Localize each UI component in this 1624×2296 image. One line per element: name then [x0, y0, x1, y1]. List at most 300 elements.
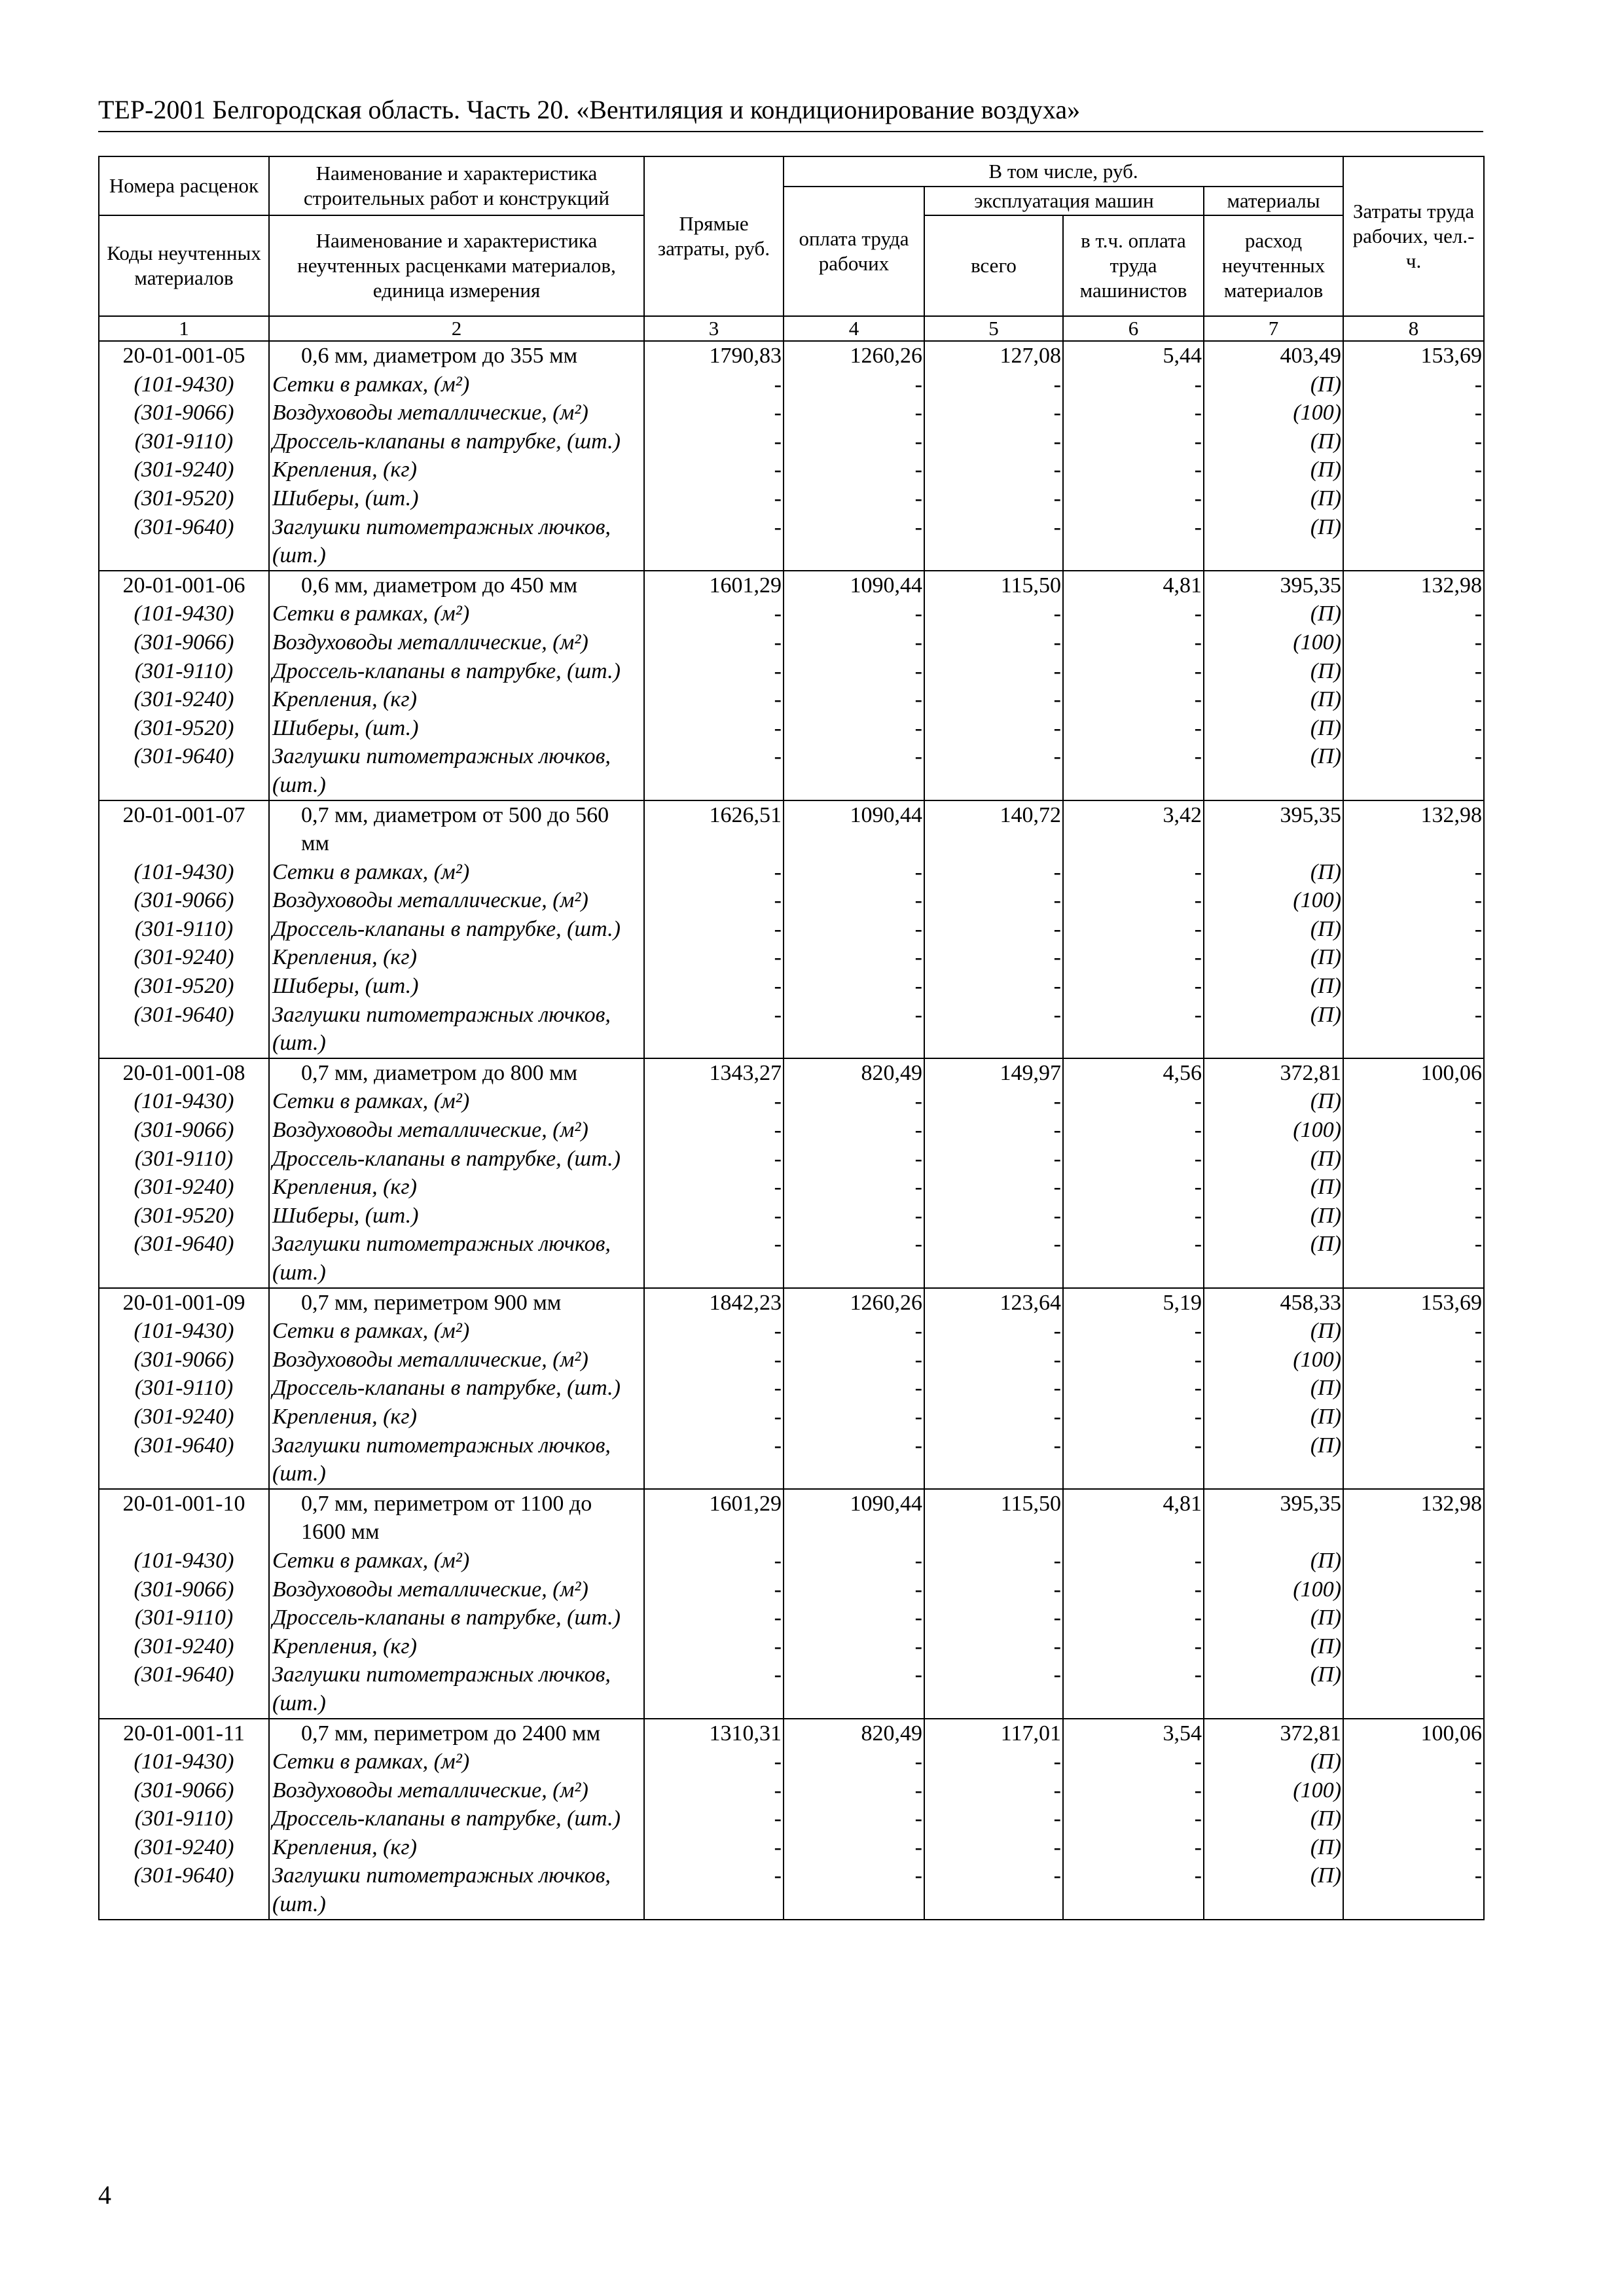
empty-dash: - — [784, 1748, 924, 1776]
material-row — [99, 1604, 1484, 1632]
empty-dash: - — [924, 685, 1063, 714]
rate-name: 0,7 мм, диаметром от 500 до 560 мм — [269, 800, 644, 858]
empty-dash: - — [1063, 858, 1204, 887]
empty-dash: - — [784, 399, 924, 427]
empty-dash: - — [1343, 915, 1484, 944]
material-name: Заглушки питометражных лючков, (шт.) — [269, 1861, 644, 1919]
material-name: Воздуховоды металлические, (м²) — [269, 1116, 644, 1145]
material-name: Дроссель-клапаны в патрубке, (шт.) — [269, 427, 644, 456]
rate-code: 20-01-001-09 — [99, 1288, 269, 1318]
material-code: (101-9430) — [99, 1547, 269, 1575]
empty-dash: - — [1343, 943, 1484, 972]
empty-dash: - — [1343, 600, 1484, 628]
column-number: 2 — [269, 316, 644, 341]
rate-row — [99, 571, 1484, 600]
empty-dash: - — [1343, 1403, 1484, 1431]
empty-dash: - — [644, 600, 784, 628]
material-code: (301-9066) — [99, 399, 269, 427]
empty-dash: - — [784, 1632, 924, 1661]
material-quantity: (П) — [1204, 742, 1343, 800]
material-row — [99, 513, 1484, 571]
empty-dash: - — [1063, 1660, 1204, 1718]
empty-dash: - — [924, 1001, 1063, 1058]
material-quantity: (П) — [1204, 370, 1343, 399]
empty-dash: - — [1063, 427, 1204, 456]
empty-dash: - — [1343, 1116, 1484, 1145]
material-quantity: (П) — [1204, 1861, 1343, 1919]
empty-dash: - — [644, 1748, 784, 1776]
material-code: (301-9640) — [99, 1001, 269, 1058]
rate-name: 0,7 мм, диаметром до 800 мм — [269, 1058, 644, 1088]
empty-dash: - — [1063, 1403, 1204, 1431]
direct-costs-value: 1310,31 — [644, 1719, 784, 1748]
empty-dash: - — [644, 685, 784, 714]
empty-dash: - — [1343, 858, 1484, 887]
rate-code: 20-01-001-11 — [99, 1719, 269, 1748]
empty-dash: - — [784, 943, 924, 972]
empty-dash: - — [644, 858, 784, 887]
material-quantity: (П) — [1204, 915, 1343, 944]
empty-dash: - — [924, 972, 1063, 1001]
empty-dash: - — [784, 1776, 924, 1805]
empty-dash: - — [644, 1431, 784, 1489]
empty-dash: - — [924, 1317, 1063, 1346]
worker-pay-value: 1260,26 — [784, 1288, 924, 1318]
empty-dash: - — [1343, 1861, 1484, 1919]
empty-dash: - — [1063, 484, 1204, 513]
empty-dash: - — [924, 484, 1063, 513]
empty-dash: - — [1063, 1202, 1204, 1230]
material-quantity: (П) — [1204, 858, 1343, 887]
material-row — [99, 1403, 1484, 1431]
material-name: Шиберы, (шт.) — [269, 972, 644, 1001]
machines-total-value: 123,64 — [924, 1288, 1063, 1318]
page-number: 4 — [98, 2180, 111, 2210]
material-code: (301-9066) — [99, 1776, 269, 1805]
material-code: (101-9430) — [99, 1087, 269, 1116]
rate-row — [99, 1058, 1484, 1088]
labor-costs-value: 100,06 — [1343, 1058, 1484, 1088]
empty-dash: - — [784, 1547, 924, 1575]
header-machinist-pay: в т.ч. оплата труда машинистов — [1063, 215, 1204, 316]
material-row — [99, 1660, 1484, 1718]
empty-dash: - — [1343, 1431, 1484, 1489]
direct-costs-value: 1626,51 — [644, 800, 784, 858]
material-code: (301-9240) — [99, 943, 269, 972]
empty-dash: - — [1063, 1346, 1204, 1374]
material-name: Шиберы, (шт.) — [269, 484, 644, 513]
rate-name: 0,6 мм, диаметром до 450 мм — [269, 571, 644, 600]
column-number: 1 — [99, 316, 269, 341]
material-row — [99, 628, 1484, 657]
empty-dash: - — [1343, 1145, 1484, 1174]
material-code: (301-9640) — [99, 1861, 269, 1919]
empty-dash: - — [924, 1632, 1063, 1661]
rates-table-body — [99, 341, 1484, 1920]
empty-dash: - — [644, 1317, 784, 1346]
empty-dash: - — [784, 628, 924, 657]
empty-dash: - — [924, 1833, 1063, 1862]
material-quantity: (П) — [1204, 1632, 1343, 1661]
empty-dash: - — [784, 484, 924, 513]
empty-dash: - — [784, 370, 924, 399]
empty-dash: - — [1063, 657, 1204, 686]
material-code: (301-9520) — [99, 714, 269, 743]
material-name: Сетки в рамках, (м²) — [269, 1087, 644, 1116]
material-name: Крепления, (кг) — [269, 1833, 644, 1862]
empty-dash: - — [924, 1202, 1063, 1230]
material-row — [99, 1833, 1484, 1862]
material-name: Заглушки питометражных лючков, (шт.) — [269, 1431, 644, 1489]
header-material-names: Наименование и характеристика неучтенных расценками материалов, единица измерения — [269, 215, 644, 316]
rates-table — [98, 156, 1485, 1920]
empty-dash: - — [1063, 399, 1204, 427]
empty-dash: - — [644, 1575, 784, 1604]
empty-dash: - — [784, 1001, 924, 1058]
material-row — [99, 1861, 1484, 1919]
material-quantity: (П) — [1204, 1804, 1343, 1833]
material-row — [99, 1116, 1484, 1145]
empty-dash: - — [924, 1776, 1063, 1805]
material-name: Крепления, (кг) — [269, 943, 644, 972]
empty-dash: - — [784, 1145, 924, 1174]
empty-dash: - — [784, 657, 924, 686]
material-code: (301-9110) — [99, 915, 269, 944]
empty-dash: - — [784, 1604, 924, 1632]
empty-dash: - — [784, 1202, 924, 1230]
material-quantity: (100) — [1204, 1575, 1343, 1604]
empty-dash: - — [924, 915, 1063, 944]
empty-dash: - — [1063, 1173, 1204, 1202]
material-row — [99, 427, 1484, 456]
material-code: (301-9640) — [99, 1431, 269, 1489]
empty-dash: - — [1063, 886, 1204, 915]
empty-dash: - — [1343, 1776, 1484, 1805]
material-name: Воздуховоды металлические, (м²) — [269, 1776, 644, 1805]
material-row — [99, 1317, 1484, 1346]
material-name: Воздуховоды металлические, (м²) — [269, 399, 644, 427]
empty-dash: - — [644, 1632, 784, 1661]
empty-dash: - — [1343, 1173, 1484, 1202]
empty-dash: - — [924, 456, 1063, 484]
material-code: (301-9110) — [99, 1374, 269, 1403]
empty-dash: - — [1063, 685, 1204, 714]
empty-dash: - — [1343, 399, 1484, 427]
empty-dash: - — [644, 1346, 784, 1374]
material-quantity: (П) — [1204, 943, 1343, 972]
empty-dash: - — [784, 1403, 924, 1431]
header-direct-costs: Прямые затраты, руб. — [644, 156, 784, 316]
empty-dash: - — [644, 1202, 784, 1230]
material-row — [99, 714, 1484, 743]
material-code: (301-9110) — [99, 1604, 269, 1632]
empty-dash: - — [644, 1547, 784, 1575]
material-code: (301-9110) — [99, 427, 269, 456]
rate-name: 0,7 мм, периметром до 2400 мм — [269, 1719, 644, 1748]
empty-dash: - — [644, 886, 784, 915]
machines-total-value: 115,50 — [924, 1489, 1063, 1547]
header-work-name: Наименование и характеристика строительных работ и конструкций — [269, 156, 644, 215]
empty-dash: - — [1343, 628, 1484, 657]
empty-dash: - — [1343, 1374, 1484, 1403]
material-name: Сетки в рамках, (м²) — [269, 600, 644, 628]
material-code: (301-9640) — [99, 1660, 269, 1718]
material-quantity: (П) — [1204, 600, 1343, 628]
empty-dash: - — [1343, 886, 1484, 915]
empty-dash: - — [784, 742, 924, 800]
material-code: (301-9240) — [99, 1833, 269, 1862]
material-row — [99, 1173, 1484, 1202]
empty-dash: - — [784, 1230, 924, 1287]
labor-costs-value: 153,69 — [1343, 341, 1484, 370]
rate-row — [99, 800, 1484, 858]
empty-dash: - — [784, 685, 924, 714]
material-quantity: (П) — [1204, 1604, 1343, 1632]
direct-costs-value: 1790,83 — [644, 341, 784, 370]
worker-pay-value: 820,49 — [784, 1058, 924, 1088]
material-row — [99, 1748, 1484, 1776]
material-row — [99, 1202, 1484, 1230]
worker-pay-value: 1090,44 — [784, 1489, 924, 1547]
material-code: (301-9640) — [99, 742, 269, 800]
material-name: Крепления, (кг) — [269, 456, 644, 484]
labor-costs-value: 100,06 — [1343, 1719, 1484, 1748]
material-code: (301-9066) — [99, 1575, 269, 1604]
empty-dash: - — [924, 1116, 1063, 1145]
material-name: Сетки в рамках, (м²) — [269, 1547, 644, 1575]
empty-dash: - — [1343, 1660, 1484, 1718]
empty-dash: - — [924, 1374, 1063, 1403]
machinist-pay-value: 5,44 — [1063, 341, 1204, 370]
material-row — [99, 657, 1484, 686]
material-name: Воздуховоды металлические, (м²) — [269, 1575, 644, 1604]
material-quantity: (100) — [1204, 1776, 1343, 1805]
empty-dash: - — [644, 1604, 784, 1632]
rate-row — [99, 1288, 1484, 1318]
material-row — [99, 1087, 1484, 1116]
empty-dash: - — [1343, 427, 1484, 456]
material-code: (101-9430) — [99, 370, 269, 399]
rate-code: 20-01-001-07 — [99, 800, 269, 858]
empty-dash: - — [924, 714, 1063, 743]
material-code: (301-9240) — [99, 456, 269, 484]
empty-dash: - — [1063, 1087, 1204, 1116]
material-code: (301-9110) — [99, 1145, 269, 1174]
empty-dash: - — [1063, 915, 1204, 944]
header-machine-operation: эксплуатация машин — [924, 187, 1204, 215]
machinist-pay-value: 3,42 — [1063, 800, 1204, 858]
empty-dash: - — [1343, 657, 1484, 686]
empty-dash: - — [924, 1861, 1063, 1919]
column-number: 6 — [1063, 316, 1204, 341]
material-code: (301-9640) — [99, 513, 269, 571]
header-rate-numbers: Номера расценок — [99, 156, 269, 215]
material-name: Дроссель-клапаны в патрубке, (шт.) — [269, 1145, 644, 1174]
labor-costs-value: 132,98 — [1343, 1489, 1484, 1547]
empty-dash: - — [644, 714, 784, 743]
material-row — [99, 600, 1484, 628]
material-name: Заглушки питометражных лючков, (шт.) — [269, 513, 644, 571]
material-name: Шиберы, (шт.) — [269, 714, 644, 743]
empty-dash: - — [1063, 1001, 1204, 1058]
materials-value: 395,35 — [1204, 800, 1343, 858]
direct-costs-value: 1343,27 — [644, 1058, 784, 1088]
machinist-pay-value: 4,81 — [1063, 571, 1204, 600]
empty-dash: - — [1343, 513, 1484, 571]
direct-costs-value: 1842,23 — [644, 1288, 784, 1318]
material-code: (301-9066) — [99, 628, 269, 657]
column-number: 8 — [1343, 316, 1484, 341]
rate-code: 20-01-001-10 — [99, 1489, 269, 1547]
material-row — [99, 1346, 1484, 1374]
empty-dash: - — [924, 657, 1063, 686]
empty-dash: - — [784, 1431, 924, 1489]
material-name: Крепления, (кг) — [269, 685, 644, 714]
empty-dash: - — [1343, 1230, 1484, 1287]
material-code: (301-9066) — [99, 1116, 269, 1145]
machinist-pay-value: 3,54 — [1063, 1719, 1204, 1748]
header-labor-costs: Затраты труда рабочих, чел.-ч. — [1343, 156, 1484, 316]
material-quantity: (П) — [1204, 1748, 1343, 1776]
material-row — [99, 456, 1484, 484]
material-name: Заглушки питометражных лючков, (шт.) — [269, 742, 644, 800]
empty-dash: - — [1343, 742, 1484, 800]
empty-dash: - — [1063, 1604, 1204, 1632]
labor-costs-value: 153,69 — [1343, 1288, 1484, 1318]
material-code: (101-9430) — [99, 600, 269, 628]
material-code: (301-9240) — [99, 685, 269, 714]
empty-dash: - — [1063, 456, 1204, 484]
material-quantity: (П) — [1204, 657, 1343, 686]
material-row — [99, 886, 1484, 915]
empty-dash: - — [784, 1660, 924, 1718]
empty-dash: - — [644, 513, 784, 571]
empty-dash: - — [924, 1145, 1063, 1174]
material-name: Воздуховоды металлические, (м²) — [269, 628, 644, 657]
empty-dash: - — [644, 1145, 784, 1174]
material-row — [99, 858, 1484, 887]
material-name: Сетки в рамках, (м²) — [269, 370, 644, 399]
machines-total-value: 115,50 — [924, 571, 1063, 600]
material-name: Дроссель-клапаны в патрубке, (шт.) — [269, 1374, 644, 1403]
rate-name: 0,7 мм, периметром 900 мм — [269, 1288, 644, 1318]
empty-dash: - — [784, 427, 924, 456]
empty-dash: - — [1343, 1575, 1484, 1604]
material-quantity: (П) — [1204, 1660, 1343, 1718]
empty-dash: - — [784, 886, 924, 915]
empty-dash: - — [644, 1861, 784, 1919]
direct-costs-value: 1601,29 — [644, 571, 784, 600]
empty-dash: - — [784, 600, 924, 628]
empty-dash: - — [644, 972, 784, 1001]
empty-dash: - — [644, 1001, 784, 1058]
header-divider — [98, 131, 1483, 132]
empty-dash: - — [1343, 685, 1484, 714]
empty-dash: - — [924, 858, 1063, 887]
material-quantity: (П) — [1204, 427, 1343, 456]
material-code: (301-9066) — [99, 886, 269, 915]
empty-dash: - — [1343, 714, 1484, 743]
column-number: 4 — [784, 316, 924, 341]
column-number: 5 — [924, 316, 1063, 341]
empty-dash: - — [1063, 513, 1204, 571]
material-quantity: (П) — [1204, 714, 1343, 743]
material-quantity: (П) — [1204, 1173, 1343, 1202]
empty-dash: - — [924, 628, 1063, 657]
material-name: Дроссель-клапаны в патрубке, (шт.) — [269, 657, 644, 686]
empty-dash: - — [644, 1230, 784, 1287]
material-quantity: (П) — [1204, 1001, 1343, 1058]
direct-costs-value: 1601,29 — [644, 1489, 784, 1547]
empty-dash: - — [1063, 972, 1204, 1001]
empty-dash: - — [1343, 484, 1484, 513]
machines-total-value: 117,01 — [924, 1719, 1063, 1748]
empty-dash: - — [924, 600, 1063, 628]
empty-dash: - — [784, 1087, 924, 1116]
empty-dash: - — [644, 1776, 784, 1805]
empty-dash: - — [784, 456, 924, 484]
material-quantity: (П) — [1204, 1547, 1343, 1575]
rate-row — [99, 1489, 1484, 1547]
empty-dash: - — [784, 1374, 924, 1403]
empty-dash: - — [644, 1804, 784, 1833]
material-row — [99, 370, 1484, 399]
material-quantity: (100) — [1204, 399, 1343, 427]
labor-costs-value: 132,98 — [1343, 571, 1484, 600]
header-materials: материалы — [1204, 187, 1343, 215]
empty-dash: - — [784, 1575, 924, 1604]
empty-dash: - — [644, 456, 784, 484]
material-name: Крепления, (кг) — [269, 1403, 644, 1431]
empty-dash: - — [784, 972, 924, 1001]
empty-dash: - — [784, 1833, 924, 1862]
empty-dash: - — [1343, 972, 1484, 1001]
column-number: 7 — [1204, 316, 1343, 341]
empty-dash: - — [1343, 456, 1484, 484]
rate-code: 20-01-001-06 — [99, 571, 269, 600]
material-name: Воздуховоды металлические, (м²) — [269, 886, 644, 915]
empty-dash: - — [1063, 370, 1204, 399]
empty-dash: - — [644, 628, 784, 657]
header-unaccounted-materials: расход неучтенных материалов — [1204, 215, 1343, 316]
material-row — [99, 915, 1484, 944]
material-quantity: (П) — [1204, 1374, 1343, 1403]
worker-pay-value: 1090,44 — [784, 800, 924, 858]
empty-dash: - — [784, 714, 924, 743]
empty-dash: - — [1063, 1748, 1204, 1776]
materials-value: 395,35 — [1204, 571, 1343, 600]
material-code: (301-9520) — [99, 484, 269, 513]
empty-dash: - — [784, 858, 924, 887]
empty-dash: - — [924, 1431, 1063, 1489]
material-code: (301-9066) — [99, 1346, 269, 1374]
empty-dash: - — [924, 1230, 1063, 1287]
materials-value: 395,35 — [1204, 1489, 1343, 1547]
material-name: Заглушки питометражных лючков, (шт.) — [269, 1230, 644, 1287]
material-quantity: (100) — [1204, 1346, 1343, 1374]
empty-dash: - — [1063, 1145, 1204, 1174]
empty-dash: - — [1343, 1804, 1484, 1833]
material-name: Шиберы, (шт.) — [269, 1202, 644, 1230]
material-name: Дроссель-клапаны в патрубке, (шт.) — [269, 1604, 644, 1632]
material-name: Дроссель-клапаны в патрубке, (шт.) — [269, 1804, 644, 1833]
empty-dash: - — [924, 1748, 1063, 1776]
worker-pay-value: 1260,26 — [784, 341, 924, 370]
labor-costs-value: 132,98 — [1343, 800, 1484, 858]
column-number: 3 — [644, 316, 784, 341]
material-row — [99, 1804, 1484, 1833]
empty-dash: - — [644, 1116, 784, 1145]
